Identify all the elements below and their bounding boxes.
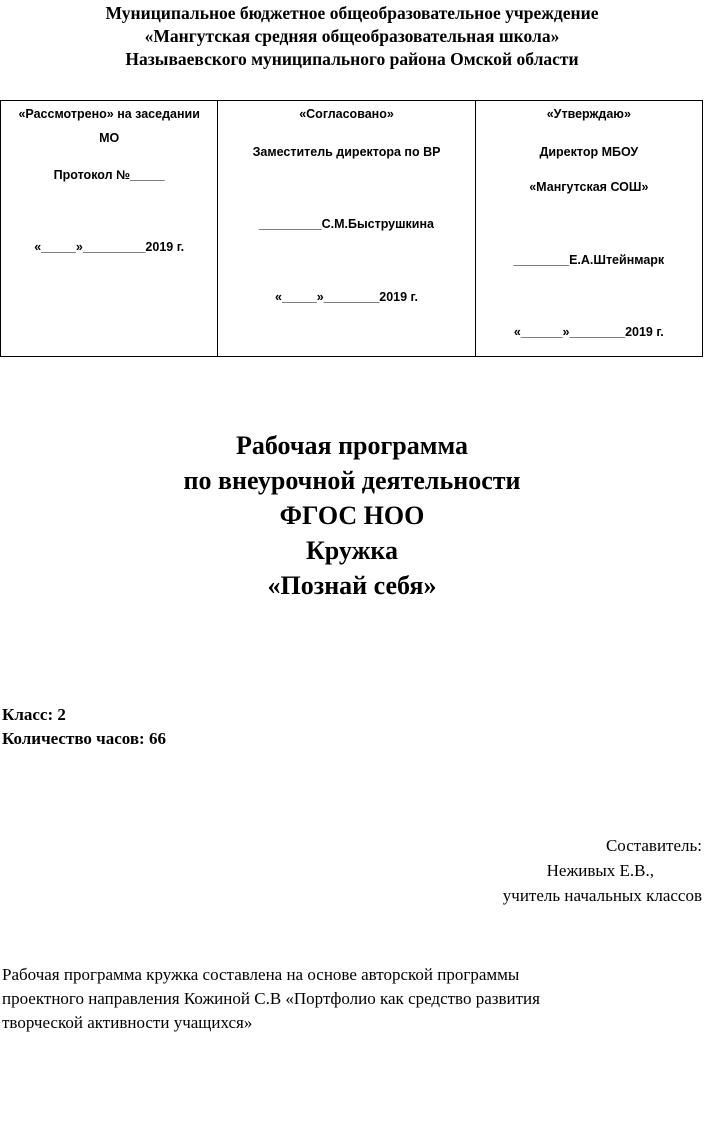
- organization-line-2: «Мангутская средняя общеобразовательная школа»: [144, 26, 560, 46]
- title-line-1: Рабочая программа: [235, 431, 469, 460]
- basis-line-2: проектного направления Кожиной С.В «Портфолио как средство развития: [2, 989, 540, 1008]
- compiler-block: [503, 833, 702, 908]
- compiler-label: Составитель:: [605, 836, 702, 855]
- title-line-2: по внеурочной деятельности: [183, 466, 521, 495]
- agreed-cell: [217, 101, 474, 356]
- grade-text: Класс: 2: [2, 705, 66, 724]
- agreed-signature: _________С.М.Быструшкина: [259, 217, 434, 231]
- document-title: [0, 428, 704, 603]
- considered-protocol: Протокол №_____: [53, 168, 165, 182]
- approvals-table: [0, 100, 703, 357]
- approved-heading: «Утверждаю»: [546, 107, 631, 121]
- approved-position: Директор МБОУ: [539, 145, 639, 159]
- considered-cell: [1, 101, 217, 356]
- basis-paragraph: [2, 963, 692, 1035]
- considered-line-1: «Рассмотрено» на заседании: [18, 107, 200, 121]
- basis-line-3: творческой активности учащихся»: [2, 1013, 253, 1032]
- organization-header: [0, 2, 704, 71]
- approved-date: «______»________2019 г.: [513, 325, 664, 339]
- considered-date: «_____»_________2019 г.: [34, 240, 185, 254]
- agreed-heading: «Согласовано»: [299, 107, 394, 121]
- title-line-3: ФГОС НОО: [279, 501, 425, 530]
- title-line-5: «Познай себя»: [267, 571, 437, 600]
- compiler-role: учитель начальных классов: [502, 886, 702, 905]
- hours-text: Количество часов: 66: [2, 729, 166, 748]
- agreed-date: «_____»________2019 г.: [275, 290, 418, 304]
- course-details: [2, 703, 166, 751]
- approved-signature: ________Е.А.Штейнмарк: [513, 253, 665, 267]
- agreed-position: Заместитель директора по ВР: [252, 145, 441, 159]
- approved-school: «Мангутская СОШ»: [529, 180, 649, 194]
- approved-cell: [475, 101, 702, 356]
- organization-line-3: Называевского муниципального района Омской области: [125, 49, 579, 69]
- compiler-name: Неживых Е.В.,: [546, 861, 654, 880]
- basis-line-1: Рабочая программа кружка составлена на основе авторской программы: [2, 965, 520, 984]
- organization-line-1: Муниципальное бюджетное общеобразовательное учреждение: [105, 3, 599, 23]
- considered-line-2: МО: [99, 131, 120, 145]
- title-line-4: Кружка: [305, 536, 399, 565]
